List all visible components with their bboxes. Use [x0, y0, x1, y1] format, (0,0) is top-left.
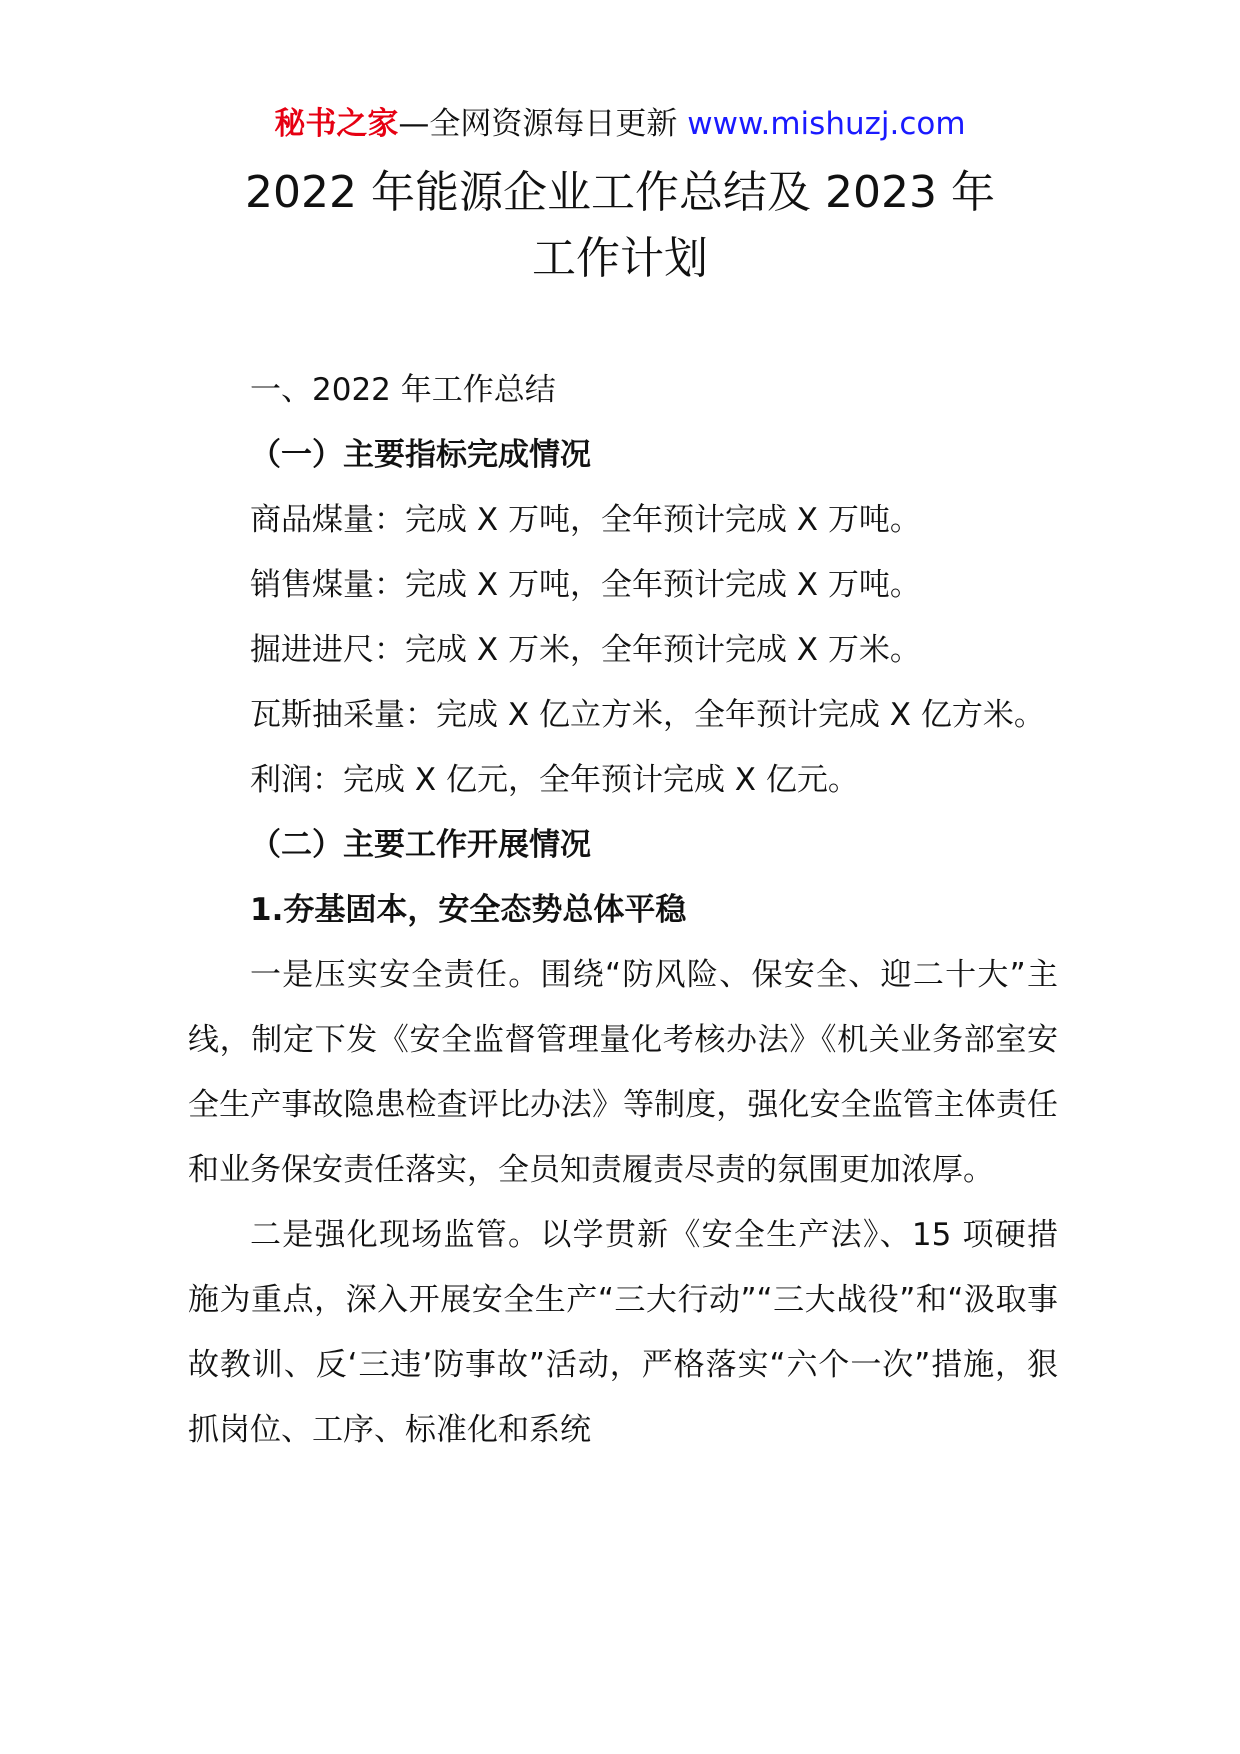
site-header	[0, 102, 1240, 146]
brand-name: 秘书之家	[274, 106, 399, 142]
document-body	[188, 358, 1058, 1463]
title-line-2: 工作计划	[532, 233, 708, 284]
indicator-paragraph: 商品煤量：完成 X 万吨，全年预计完成 X 万吨。	[250, 502, 921, 538]
indicator-paragraph: 掘进进尺：完成 X 万米，全年预计完成 X 万米。	[250, 632, 921, 668]
subsection-heading: （二）主要工作开展情况	[250, 827, 591, 863]
title-line-1: 2022 年能源企业工作总结及 2023 年	[245, 167, 995, 218]
body-paragraph: 一是压实安全责任。围绕“防风险、保安全、迎二十大”主线，制定下发《安全监督管理量化考核办法》《机关业务部室安全生产事故隐患检查评比办法》等制度，强化安全监管主体责任和业务保安责任落实，全员知责履责尽责的氛围更加浓厚。	[188, 957, 1058, 1188]
document-title	[0, 160, 1240, 292]
indicator-paragraph: 利润：完成 X 亿元，全年预计完成 X 亿元。	[250, 762, 859, 798]
subsection-heading: （一）主要指标完成情况	[250, 437, 591, 473]
header-slogan: —全网资源每日更新	[398, 106, 678, 142]
body-paragraph: 二是强化现场监管。以学贯新《安全生产法》、15 项硬措施为重点，深入开展安全生产“三大行动”“三大战役”和“汲取事故教训、反‘三违’防事故”活动，严格落实“六个一次”措施，狠抓岗位、工序、标准化和系统	[188, 1217, 1058, 1448]
item-heading: 1.夯基固本，安全态势总体平稳	[250, 892, 687, 928]
indicator-paragraph: 销售煤量：完成 X 万吨，全年预计完成 X 万吨。	[250, 567, 921, 603]
site-url-link[interactable]: www.mishuzj.com	[687, 106, 966, 142]
indicator-paragraph: 瓦斯抽采量：完成 X 亿立方米，全年预计完成 X 亿方米。	[250, 697, 1045, 733]
section-heading: 一、2022 年工作总结	[250, 372, 556, 408]
